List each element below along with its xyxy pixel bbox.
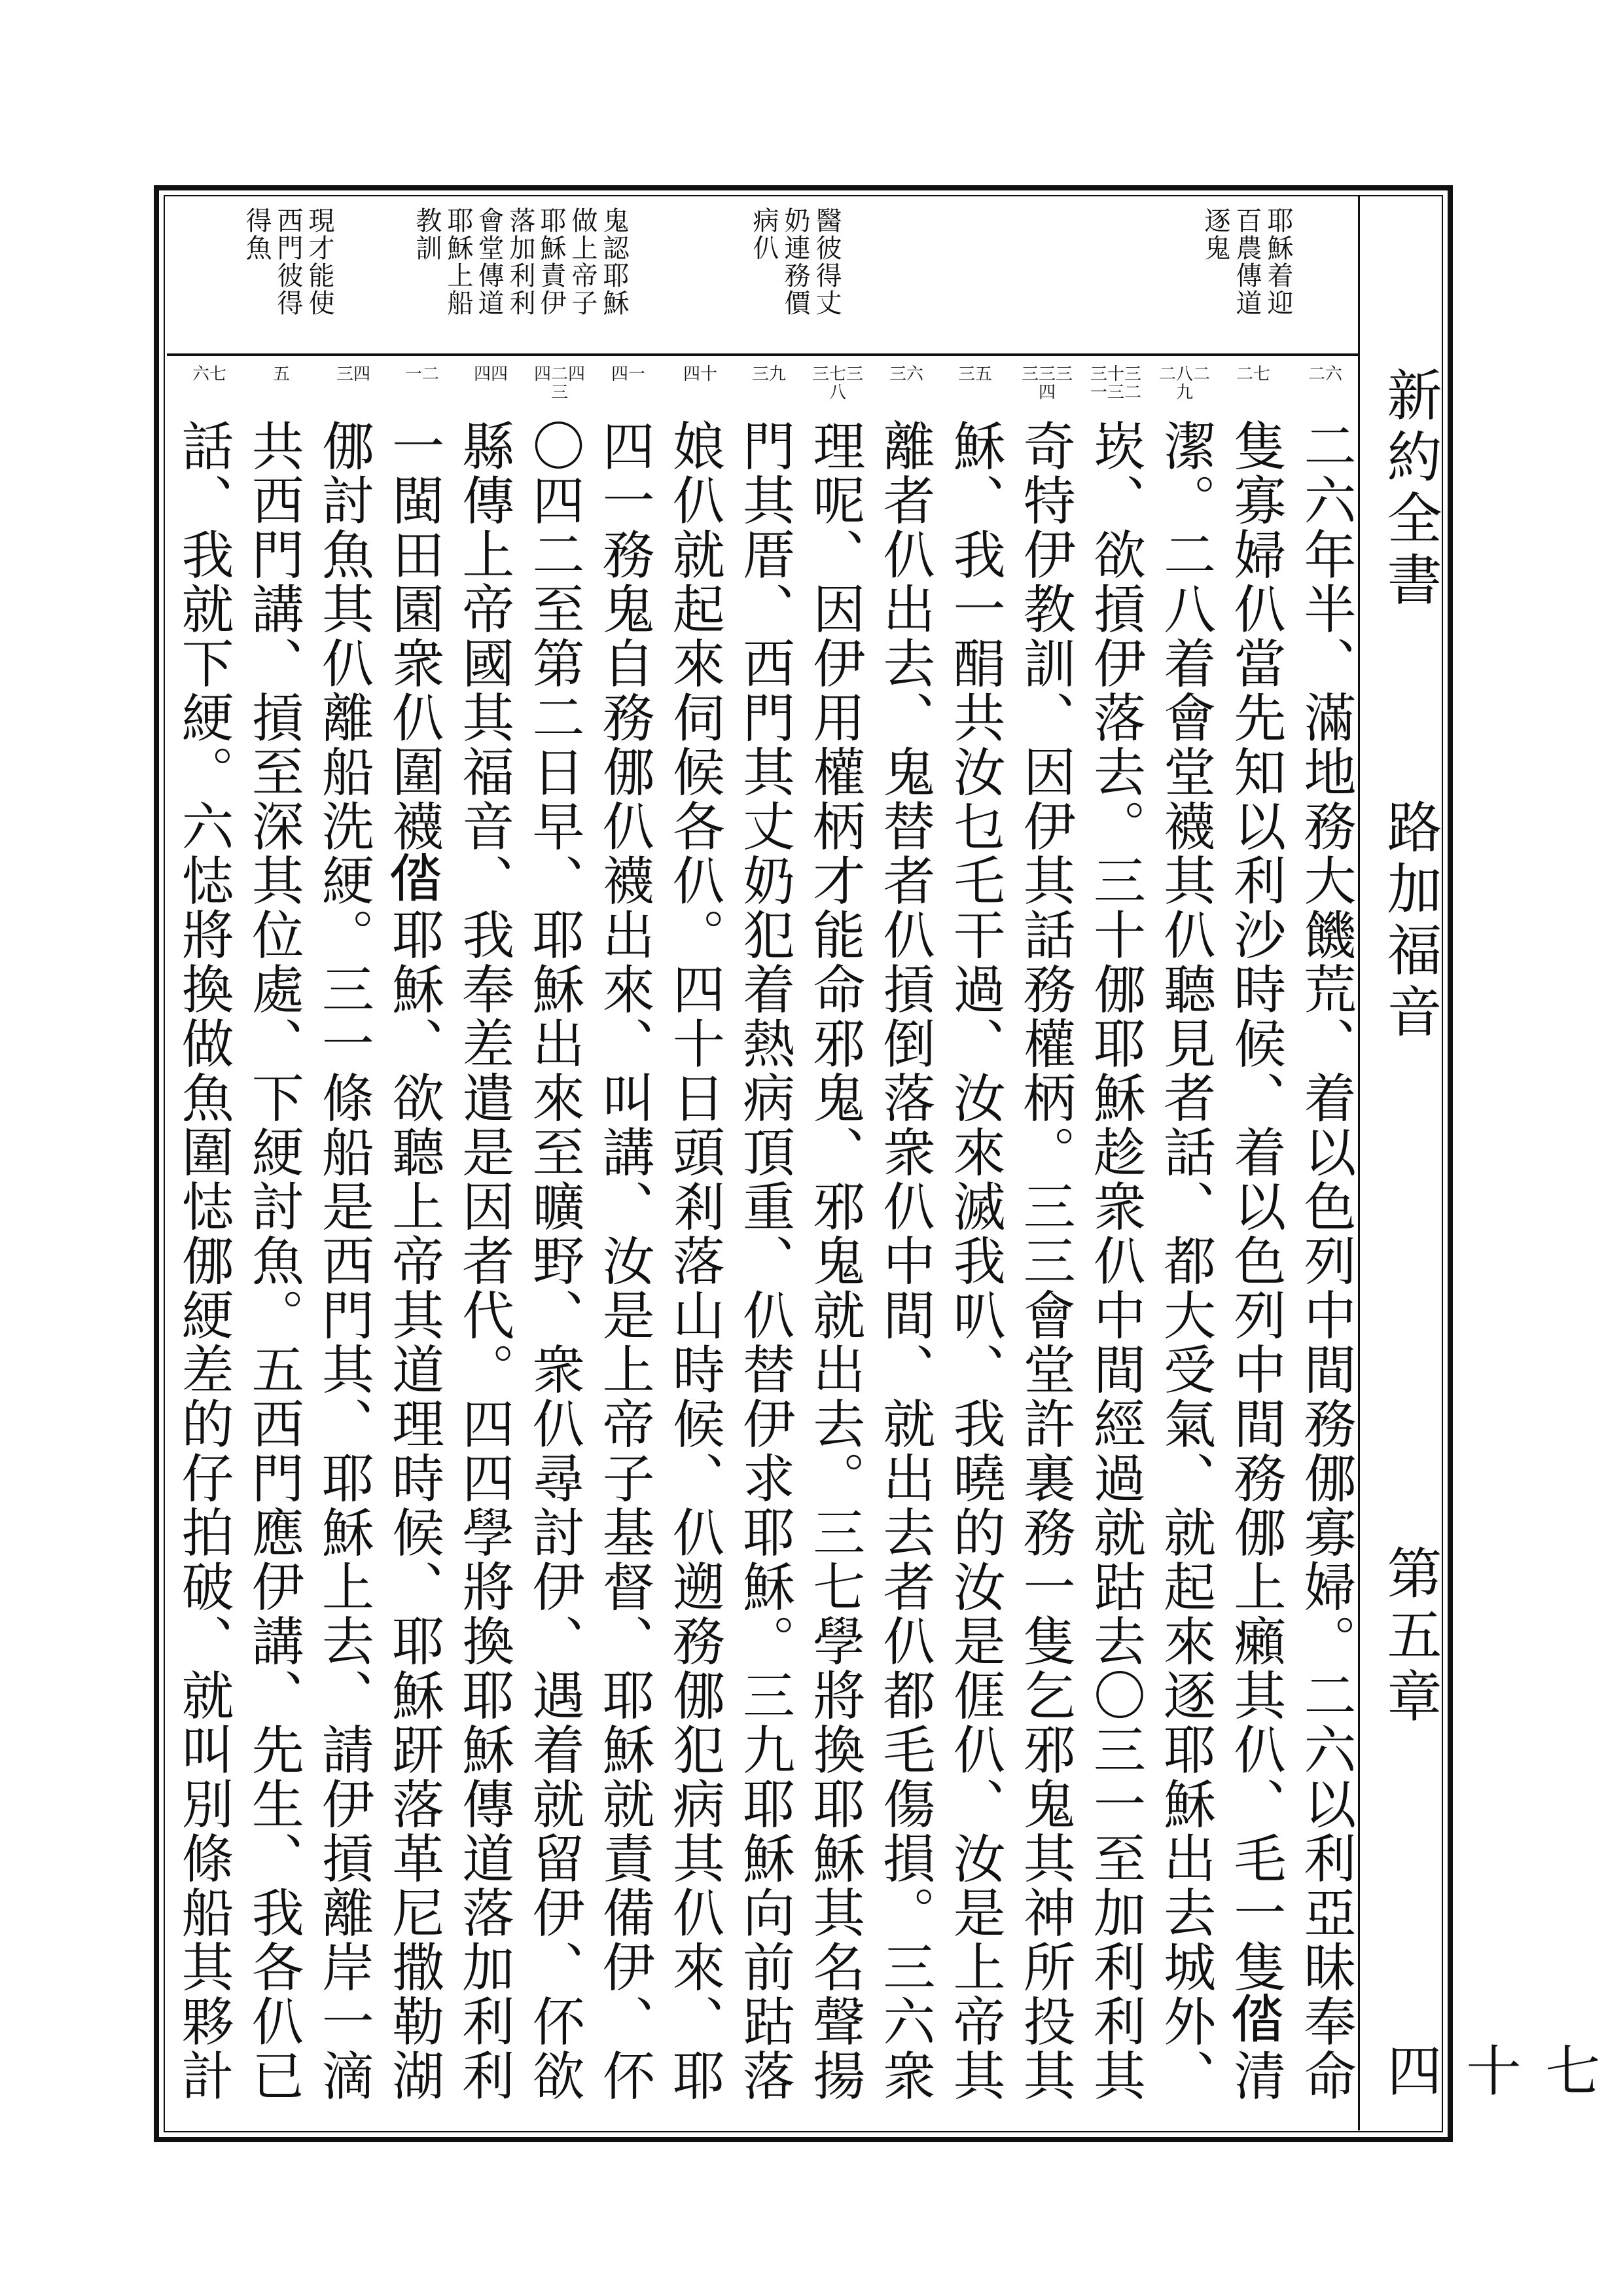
note-line: 做上帝子 bbox=[567, 207, 597, 317]
text-column: 二六年半、滿地務大饑荒、着以色列中間務㑚寡婦。二六以利亞昧奉命 bbox=[1295, 419, 1356, 2103]
text-column: 一閩田園衆仈圍襪𠉤耶穌、欲聽上帝其道理時候、耶穌趼落革尼撒勒湖 bbox=[383, 419, 444, 2103]
main-text bbox=[170, 419, 1358, 2127]
text-column: 奇特伊教訓、因伊其話務權柄。三三會堂許裏務一隻乞邪鬼其神所投其 bbox=[1014, 419, 1076, 2103]
note-line: 逐鬼 bbox=[1200, 207, 1230, 262]
marginal-notes bbox=[167, 196, 1358, 353]
note-5 bbox=[412, 207, 473, 317]
running-header bbox=[1364, 367, 1601, 2127]
note-line: 耶穌上船 bbox=[443, 207, 473, 317]
note-line: 會堂傳道 bbox=[474, 207, 504, 317]
note-line: 現才能使 bbox=[304, 207, 334, 317]
book-title: 新約全書 bbox=[1378, 367, 1442, 613]
verse-number: 三六 bbox=[889, 365, 923, 384]
page-number: 七十四 bbox=[1378, 2042, 1601, 2100]
verse-number-band bbox=[167, 359, 1358, 404]
verse-number: 四二四三 bbox=[533, 365, 585, 403]
text-column: 離者仈出去、鬼替者仈摃倒落衆仈中間、就出去者仈都毛傷損。三六衆 bbox=[874, 419, 935, 2103]
note-6 bbox=[242, 207, 334, 317]
note-line: 醫彼得丈 bbox=[812, 207, 842, 317]
text-column: 穌、我一䣺共汝乜乇干過、汝來滅我叭、我曉的汝是𠊎仈、汝是上帝其 bbox=[944, 419, 1006, 2103]
text-column: 娘仈就起來伺候各仈。四十日頭剎落山時候、仈遡務㑚犯病其仈來、耶 bbox=[664, 419, 725, 2103]
note-2 bbox=[749, 207, 841, 317]
note-line: 落加利利 bbox=[505, 207, 535, 317]
text-column: 共西門講、摃至深其位處、下綆討魚。五西門應伊講、先生、我各仈已 bbox=[243, 419, 304, 2103]
note-line: 百農傳道 bbox=[1232, 207, 1262, 317]
verse-number: 三四 bbox=[336, 365, 370, 384]
note-4 bbox=[474, 207, 535, 317]
verse-number: 二七 bbox=[1236, 365, 1270, 384]
verse-number: 三三三四 bbox=[1021, 365, 1073, 403]
text-column: 㑚討魚其仈離船洗綆。三一條船是西門其、耶穌上去、請伊摃離岸一滴 bbox=[313, 419, 374, 2103]
verse-number: 三九 bbox=[751, 365, 786, 384]
note-line: 西門彼得 bbox=[273, 207, 303, 317]
note-line: 鬼認耶穌 bbox=[599, 207, 629, 317]
text-column: 〇四二至第二日早、耶穌出來至曠野、衆仈尋討伊、遇着就留伊、伓欲 bbox=[523, 419, 584, 2103]
verse-number: 四四 bbox=[473, 365, 508, 384]
verse-number: 三五 bbox=[957, 365, 992, 384]
text-column: 隻寡婦仈當先知以利沙時候、着以色列中間務㑚上癩其仈、毛一隻𠉤清 bbox=[1224, 419, 1286, 2103]
text-column: 潔。二八着會堂襪其仈聽見者話、都大受氣、就起來逐耶穌出去城外、 bbox=[1154, 419, 1216, 2103]
note-line: 耶穌着迎 bbox=[1263, 207, 1293, 317]
text-column: 縣傳上帝國其福音、我奉差遣是因者代。四四學將換耶穌傳道落加利利 bbox=[453, 419, 514, 2103]
notes-divider bbox=[167, 353, 1358, 356]
text-column: 話、我就下綆。六𢙺將換做魚圍𢙺㑚綆差的仔拍破、就叫別條船其夥計 bbox=[173, 419, 234, 2103]
note-line: 病仈 bbox=[749, 207, 779, 262]
header-divider bbox=[1358, 196, 1360, 2130]
note-line: 教訓 bbox=[412, 207, 442, 262]
text-column: 理呢、因伊用權柄才能命邪鬼、邪鬼就出去。三七學將換耶穌其名聲揚 bbox=[804, 419, 865, 2103]
note-3 bbox=[537, 207, 628, 317]
text-column: 四一務鬼自務㑚仈襪出來、叫講、汝是上帝子基督、耶穌就責備伊、伓 bbox=[594, 419, 655, 2103]
verse-number: 三十三一三二 bbox=[1090, 365, 1141, 403]
note-line: 奶連務價 bbox=[780, 207, 810, 317]
note-line: 得魚 bbox=[241, 207, 272, 262]
verse-number: 二八二九 bbox=[1158, 365, 1210, 403]
verse-number: 六七 bbox=[192, 365, 226, 384]
verse-number: 三七三八 bbox=[812, 365, 863, 403]
note-1 bbox=[1201, 207, 1293, 317]
verse-number: 四十 bbox=[683, 365, 717, 384]
verse-number: 五 bbox=[272, 365, 290, 384]
verse-number: 二六 bbox=[1308, 365, 1342, 384]
verse-number: 四一 bbox=[611, 365, 645, 384]
text-column: 崁、欲摃伊落去。三十㑚耶穌趁衆仈中間經過就跍去〇三一至加利利其 bbox=[1084, 419, 1146, 2103]
section-title: 路加福音 bbox=[1378, 798, 1442, 1045]
note-line: 耶穌責伊 bbox=[536, 207, 566, 317]
text-column: 門其厝、西門其丈奶犯着熱病頂重、仈替伊求耶穌。三九耶穌向前跍落 bbox=[734, 419, 795, 2103]
verse-number: 一二 bbox=[404, 365, 439, 384]
chapter-label: 第五章 bbox=[1378, 1545, 1442, 1729]
